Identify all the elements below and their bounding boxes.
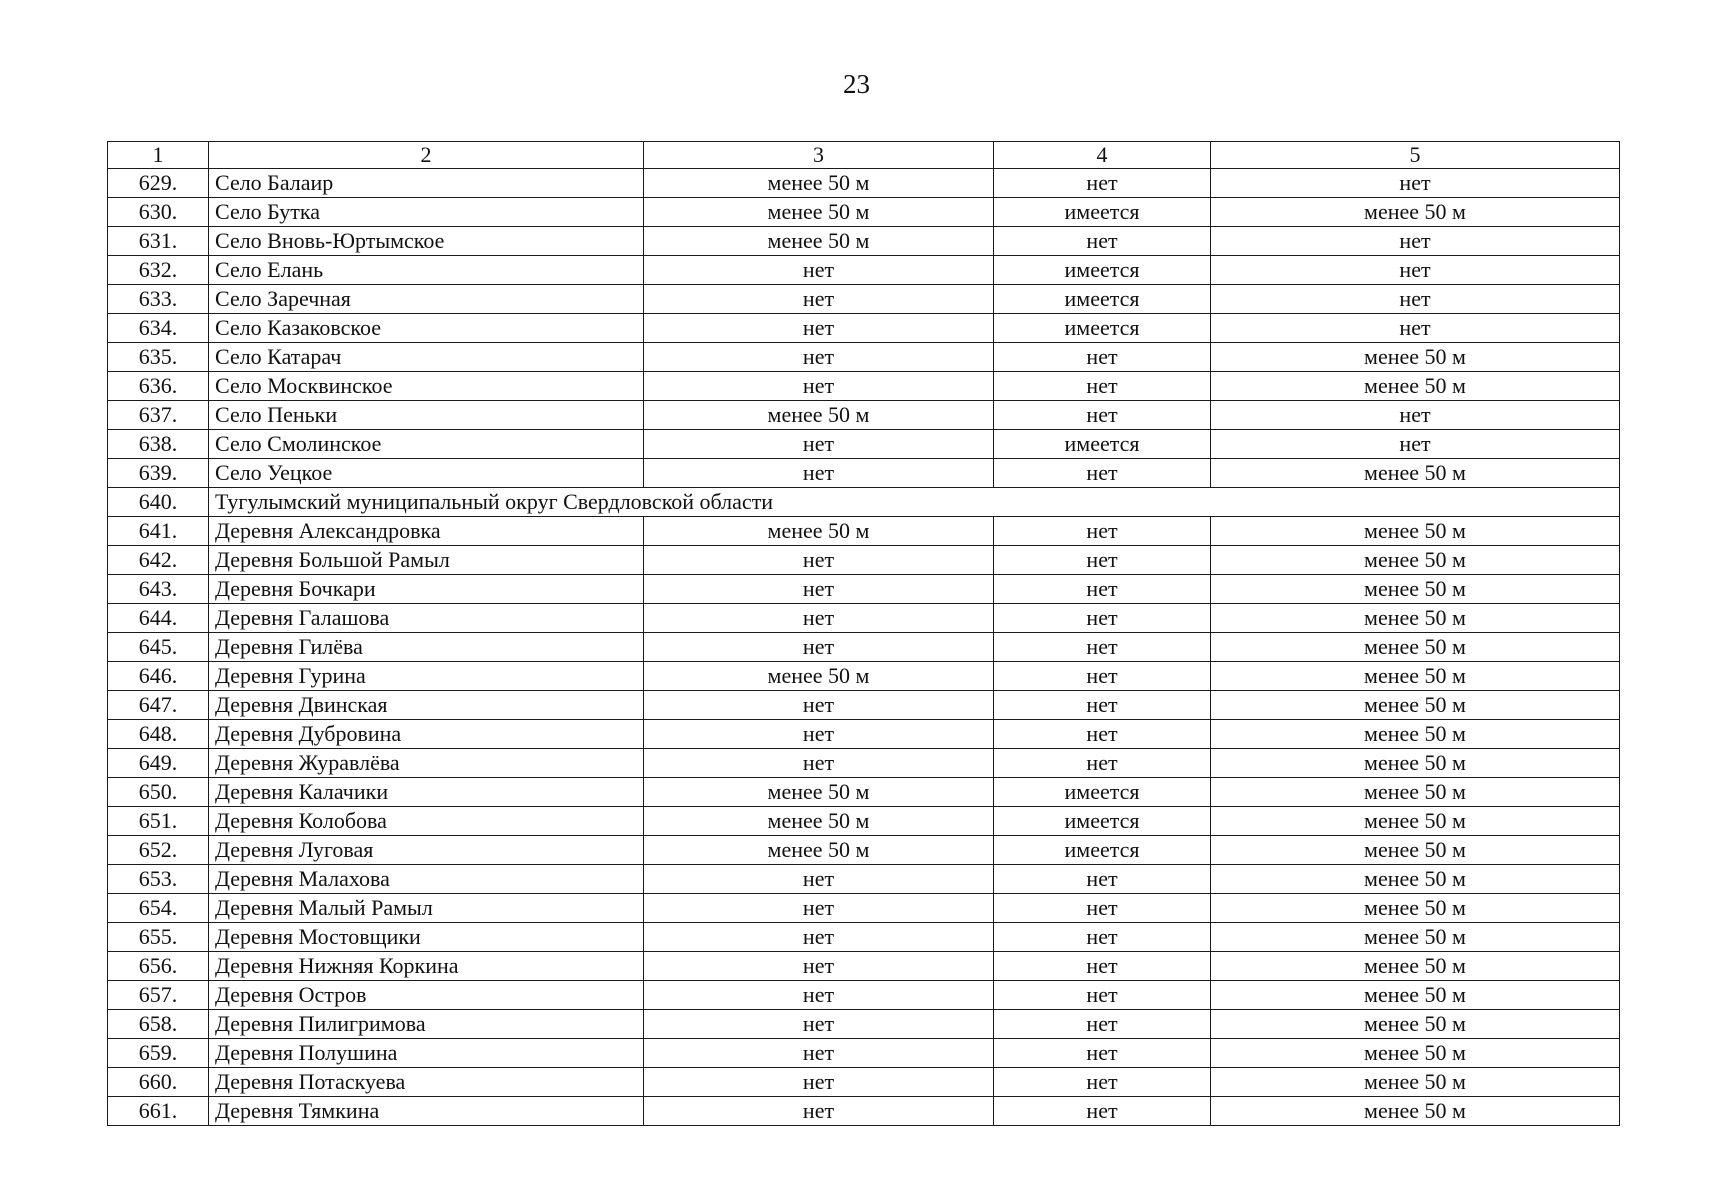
col-3-value: нет — [644, 749, 994, 778]
row-number: 661. — [108, 1097, 209, 1126]
col-3-value: менее 50 м — [644, 198, 994, 227]
settlement-name: Деревня Дубровина — [209, 720, 644, 749]
col-4-value: нет — [994, 1039, 1211, 1068]
col-5-value: менее 50 м — [1211, 517, 1620, 546]
settlement-name: Село Катарач — [209, 343, 644, 372]
table-row — [108, 430, 1620, 459]
col-4-value: нет — [994, 401, 1211, 430]
col-4-value: нет — [994, 923, 1211, 952]
row-number: 638. — [108, 430, 209, 459]
table-row — [108, 720, 1620, 749]
col-3-value: нет — [644, 865, 994, 894]
settlement-name: Деревня Пилигримова — [209, 1010, 644, 1039]
col-3-value: нет — [644, 691, 994, 720]
col-3-value: нет — [644, 285, 994, 314]
table-row — [108, 778, 1620, 807]
col-5-value: менее 50 м — [1211, 1097, 1620, 1126]
table-row — [108, 1010, 1620, 1039]
settlement-name: Деревня Колобова — [209, 807, 644, 836]
col-4-value: нет — [994, 372, 1211, 401]
settlement-name: Деревня Бочкари — [209, 575, 644, 604]
col-5-value: менее 50 м — [1211, 198, 1620, 227]
table-row — [108, 372, 1620, 401]
header-col-3: 3 — [644, 142, 994, 169]
col-4-value: нет — [994, 894, 1211, 923]
col-4-value: нет — [994, 1068, 1211, 1097]
col-3-value: нет — [644, 604, 994, 633]
col-5-value: менее 50 м — [1211, 952, 1620, 981]
settlement-name: Деревня Александровка — [209, 517, 644, 546]
table-row — [108, 343, 1620, 372]
col-4-value: имеется — [994, 314, 1211, 343]
settlement-name: Деревня Большой Рамыл — [209, 546, 644, 575]
col-5-value: нет — [1211, 314, 1620, 343]
row-number: 654. — [108, 894, 209, 923]
col-3-value: нет — [644, 981, 994, 1010]
row-number: 648. — [108, 720, 209, 749]
col-3-value: нет — [644, 1010, 994, 1039]
table-row — [108, 691, 1620, 720]
col-5-value: менее 50 м — [1211, 894, 1620, 923]
col-5-value: менее 50 м — [1211, 923, 1620, 952]
row-number: 657. — [108, 981, 209, 1010]
row-number: 639. — [108, 459, 209, 488]
row-number: 646. — [108, 662, 209, 691]
col-4-value: имеется — [994, 256, 1211, 285]
col-5-value: менее 50 м — [1211, 807, 1620, 836]
row-number: 649. — [108, 749, 209, 778]
col-4-value: нет — [994, 546, 1211, 575]
settlement-name: Деревня Галашова — [209, 604, 644, 633]
table-row — [108, 401, 1620, 430]
col-5-value: менее 50 м — [1211, 836, 1620, 865]
settlement-name: Деревня Гилёва — [209, 633, 644, 662]
col-5-value: менее 50 м — [1211, 749, 1620, 778]
table-row — [108, 923, 1620, 952]
col-4-value: нет — [994, 575, 1211, 604]
col-4-value: нет — [994, 517, 1211, 546]
col-4-value: нет — [994, 633, 1211, 662]
table-row — [108, 169, 1620, 198]
row-number: 650. — [108, 778, 209, 807]
row-number: 660. — [108, 1068, 209, 1097]
col-3-value: менее 50 м — [644, 778, 994, 807]
header-col-2: 2 — [209, 142, 644, 169]
col-3-value: нет — [644, 575, 994, 604]
row-number: 642. — [108, 546, 209, 575]
row-number: 629. — [108, 169, 209, 198]
col-4-value: нет — [994, 952, 1211, 981]
table-row — [108, 459, 1620, 488]
col-4-value: нет — [994, 169, 1211, 198]
col-3-value: менее 50 м — [644, 227, 994, 256]
col-3-value: нет — [644, 923, 994, 952]
col-4-value: нет — [994, 662, 1211, 691]
row-number: 631. — [108, 227, 209, 256]
header-col-5: 5 — [1211, 142, 1620, 169]
settlement-name: Село Балаир — [209, 169, 644, 198]
col-5-value: менее 50 м — [1211, 662, 1620, 691]
settlement-name: Деревня Гурина — [209, 662, 644, 691]
col-4-value: имеется — [994, 807, 1211, 836]
settlement-name: Деревня Журавлёва — [209, 749, 644, 778]
col-3-value: нет — [644, 372, 994, 401]
settlement-name: Деревня Малый Рамыл — [209, 894, 644, 923]
table-row — [108, 314, 1620, 343]
col-4-value: нет — [994, 604, 1211, 633]
settlements-table — [107, 141, 1620, 1126]
row-number: 636. — [108, 372, 209, 401]
col-4-value: имеется — [994, 285, 1211, 314]
row-number: 653. — [108, 865, 209, 894]
settlement-name: Деревня Двинская — [209, 691, 644, 720]
row-number: 658. — [108, 1010, 209, 1039]
settlement-name: Деревня Мостовщики — [209, 923, 644, 952]
table-row — [108, 575, 1620, 604]
table-row — [108, 1068, 1620, 1097]
col-5-value: нет — [1211, 256, 1620, 285]
table-row — [108, 662, 1620, 691]
page-number: 23 — [843, 69, 870, 99]
row-number: 634. — [108, 314, 209, 343]
col-5-value: менее 50 м — [1211, 778, 1620, 807]
settlement-name: Деревня Калачики — [209, 778, 644, 807]
table-row — [108, 604, 1620, 633]
settlement-name: Село Смолинское — [209, 430, 644, 459]
col-4-value: нет — [994, 1010, 1211, 1039]
col-5-value: менее 50 м — [1211, 981, 1620, 1010]
header-col-4: 4 — [994, 142, 1211, 169]
col-5-value: менее 50 м — [1211, 343, 1620, 372]
table-row — [108, 952, 1620, 981]
table-row — [108, 1097, 1620, 1126]
col-3-value: нет — [644, 720, 994, 749]
row-number: 633. — [108, 285, 209, 314]
table-header-row — [108, 142, 1620, 169]
settlement-name: Село Елань — [209, 256, 644, 285]
col-5-value: нет — [1211, 401, 1620, 430]
settlement-name: Село Вновь-Юртымское — [209, 227, 644, 256]
col-3-value: нет — [644, 546, 994, 575]
table-row — [108, 633, 1620, 662]
row-number: 640. — [108, 488, 209, 517]
col-3-value: менее 50 м — [644, 807, 994, 836]
table-body — [108, 169, 1620, 1126]
col-4-value: нет — [994, 720, 1211, 749]
col-3-value: нет — [644, 1097, 994, 1126]
col-5-value: нет — [1211, 430, 1620, 459]
table-row — [108, 546, 1620, 575]
col-5-value: менее 50 м — [1211, 1010, 1620, 1039]
col-4-value: имеется — [994, 198, 1211, 227]
col-5-value: менее 50 м — [1211, 459, 1620, 488]
row-number: 644. — [108, 604, 209, 633]
settlement-name: Деревня Малахова — [209, 865, 644, 894]
col-4-value: нет — [994, 981, 1211, 1010]
settlement-name: Село Москвинское — [209, 372, 644, 401]
settlement-name: Село Уецкое — [209, 459, 644, 488]
row-number: 632. — [108, 256, 209, 285]
header-col-1: 1 — [108, 142, 209, 169]
table-row — [108, 256, 1620, 285]
col-5-value: менее 50 м — [1211, 604, 1620, 633]
row-number: 630. — [108, 198, 209, 227]
col-3-value: нет — [644, 952, 994, 981]
col-4-value: нет — [994, 343, 1211, 372]
col-3-value: нет — [644, 256, 994, 285]
table-row — [108, 894, 1620, 923]
table-row — [108, 517, 1620, 546]
settlement-name: Деревня Нижняя Коркина — [209, 952, 644, 981]
col-4-value: нет — [994, 1097, 1211, 1126]
col-5-value: нет — [1211, 227, 1620, 256]
settlement-name: Село Казаковское — [209, 314, 644, 343]
settlement-name: Село Заречная — [209, 285, 644, 314]
settlement-name: Деревня Потаскуева — [209, 1068, 644, 1097]
col-4-value: нет — [994, 459, 1211, 488]
col-3-value: нет — [644, 633, 994, 662]
col-5-value: нет — [1211, 285, 1620, 314]
col-3-value: нет — [644, 1039, 994, 1068]
settlement-name: Село Бутка — [209, 198, 644, 227]
table-row — [108, 285, 1620, 314]
col-4-value: нет — [994, 749, 1211, 778]
section-row — [108, 488, 1620, 517]
col-3-value: менее 50 м — [644, 169, 994, 198]
row-number: 647. — [108, 691, 209, 720]
col-3-value: нет — [644, 1068, 994, 1097]
col-5-value: нет — [1211, 169, 1620, 198]
row-number: 655. — [108, 923, 209, 952]
col-3-value: нет — [644, 430, 994, 459]
col-3-value: нет — [644, 459, 994, 488]
table-row — [108, 865, 1620, 894]
row-number: 656. — [108, 952, 209, 981]
col-4-value: имеется — [994, 778, 1211, 807]
col-4-value: нет — [994, 227, 1211, 256]
section-title: Тугулымский муниципальный округ Свердловской области — [209, 488, 1620, 517]
col-3-value: менее 50 м — [644, 517, 994, 546]
col-3-value: нет — [644, 894, 994, 923]
col-5-value: менее 50 м — [1211, 1039, 1620, 1068]
table-row — [108, 981, 1620, 1010]
col-5-value: менее 50 м — [1211, 720, 1620, 749]
row-number: 651. — [108, 807, 209, 836]
col-3-value: менее 50 м — [644, 662, 994, 691]
row-number: 643. — [108, 575, 209, 604]
table-row — [108, 807, 1620, 836]
settlement-name: Деревня Полушина — [209, 1039, 644, 1068]
row-number: 652. — [108, 836, 209, 865]
col-5-value: менее 50 м — [1211, 633, 1620, 662]
row-number: 641. — [108, 517, 209, 546]
table-row — [108, 836, 1620, 865]
table-row — [108, 1039, 1620, 1068]
col-4-value: имеется — [994, 430, 1211, 459]
col-5-value: менее 50 м — [1211, 1068, 1620, 1097]
col-4-value: имеется — [994, 836, 1211, 865]
col-4-value: нет — [994, 865, 1211, 894]
settlement-name: Деревня Остров — [209, 981, 644, 1010]
table-row — [108, 749, 1620, 778]
col-3-value: менее 50 м — [644, 401, 994, 430]
col-3-value: нет — [644, 343, 994, 372]
row-number: 635. — [108, 343, 209, 372]
col-3-value: менее 50 м — [644, 836, 994, 865]
settlement-name: Деревня Тямкина — [209, 1097, 644, 1126]
col-5-value: менее 50 м — [1211, 575, 1620, 604]
settlement-name: Деревня Луговая — [209, 836, 644, 865]
row-number: 637. — [108, 401, 209, 430]
col-5-value: менее 50 м — [1211, 546, 1620, 575]
col-3-value: нет — [644, 314, 994, 343]
table-row — [108, 198, 1620, 227]
col-5-value: менее 50 м — [1211, 865, 1620, 894]
col-5-value: менее 50 м — [1211, 372, 1620, 401]
settlement-name: Село Пеньки — [209, 401, 644, 430]
col-4-value: нет — [994, 691, 1211, 720]
row-number: 659. — [108, 1039, 209, 1068]
col-5-value: менее 50 м — [1211, 691, 1620, 720]
row-number: 645. — [108, 633, 209, 662]
table-row — [108, 227, 1620, 256]
